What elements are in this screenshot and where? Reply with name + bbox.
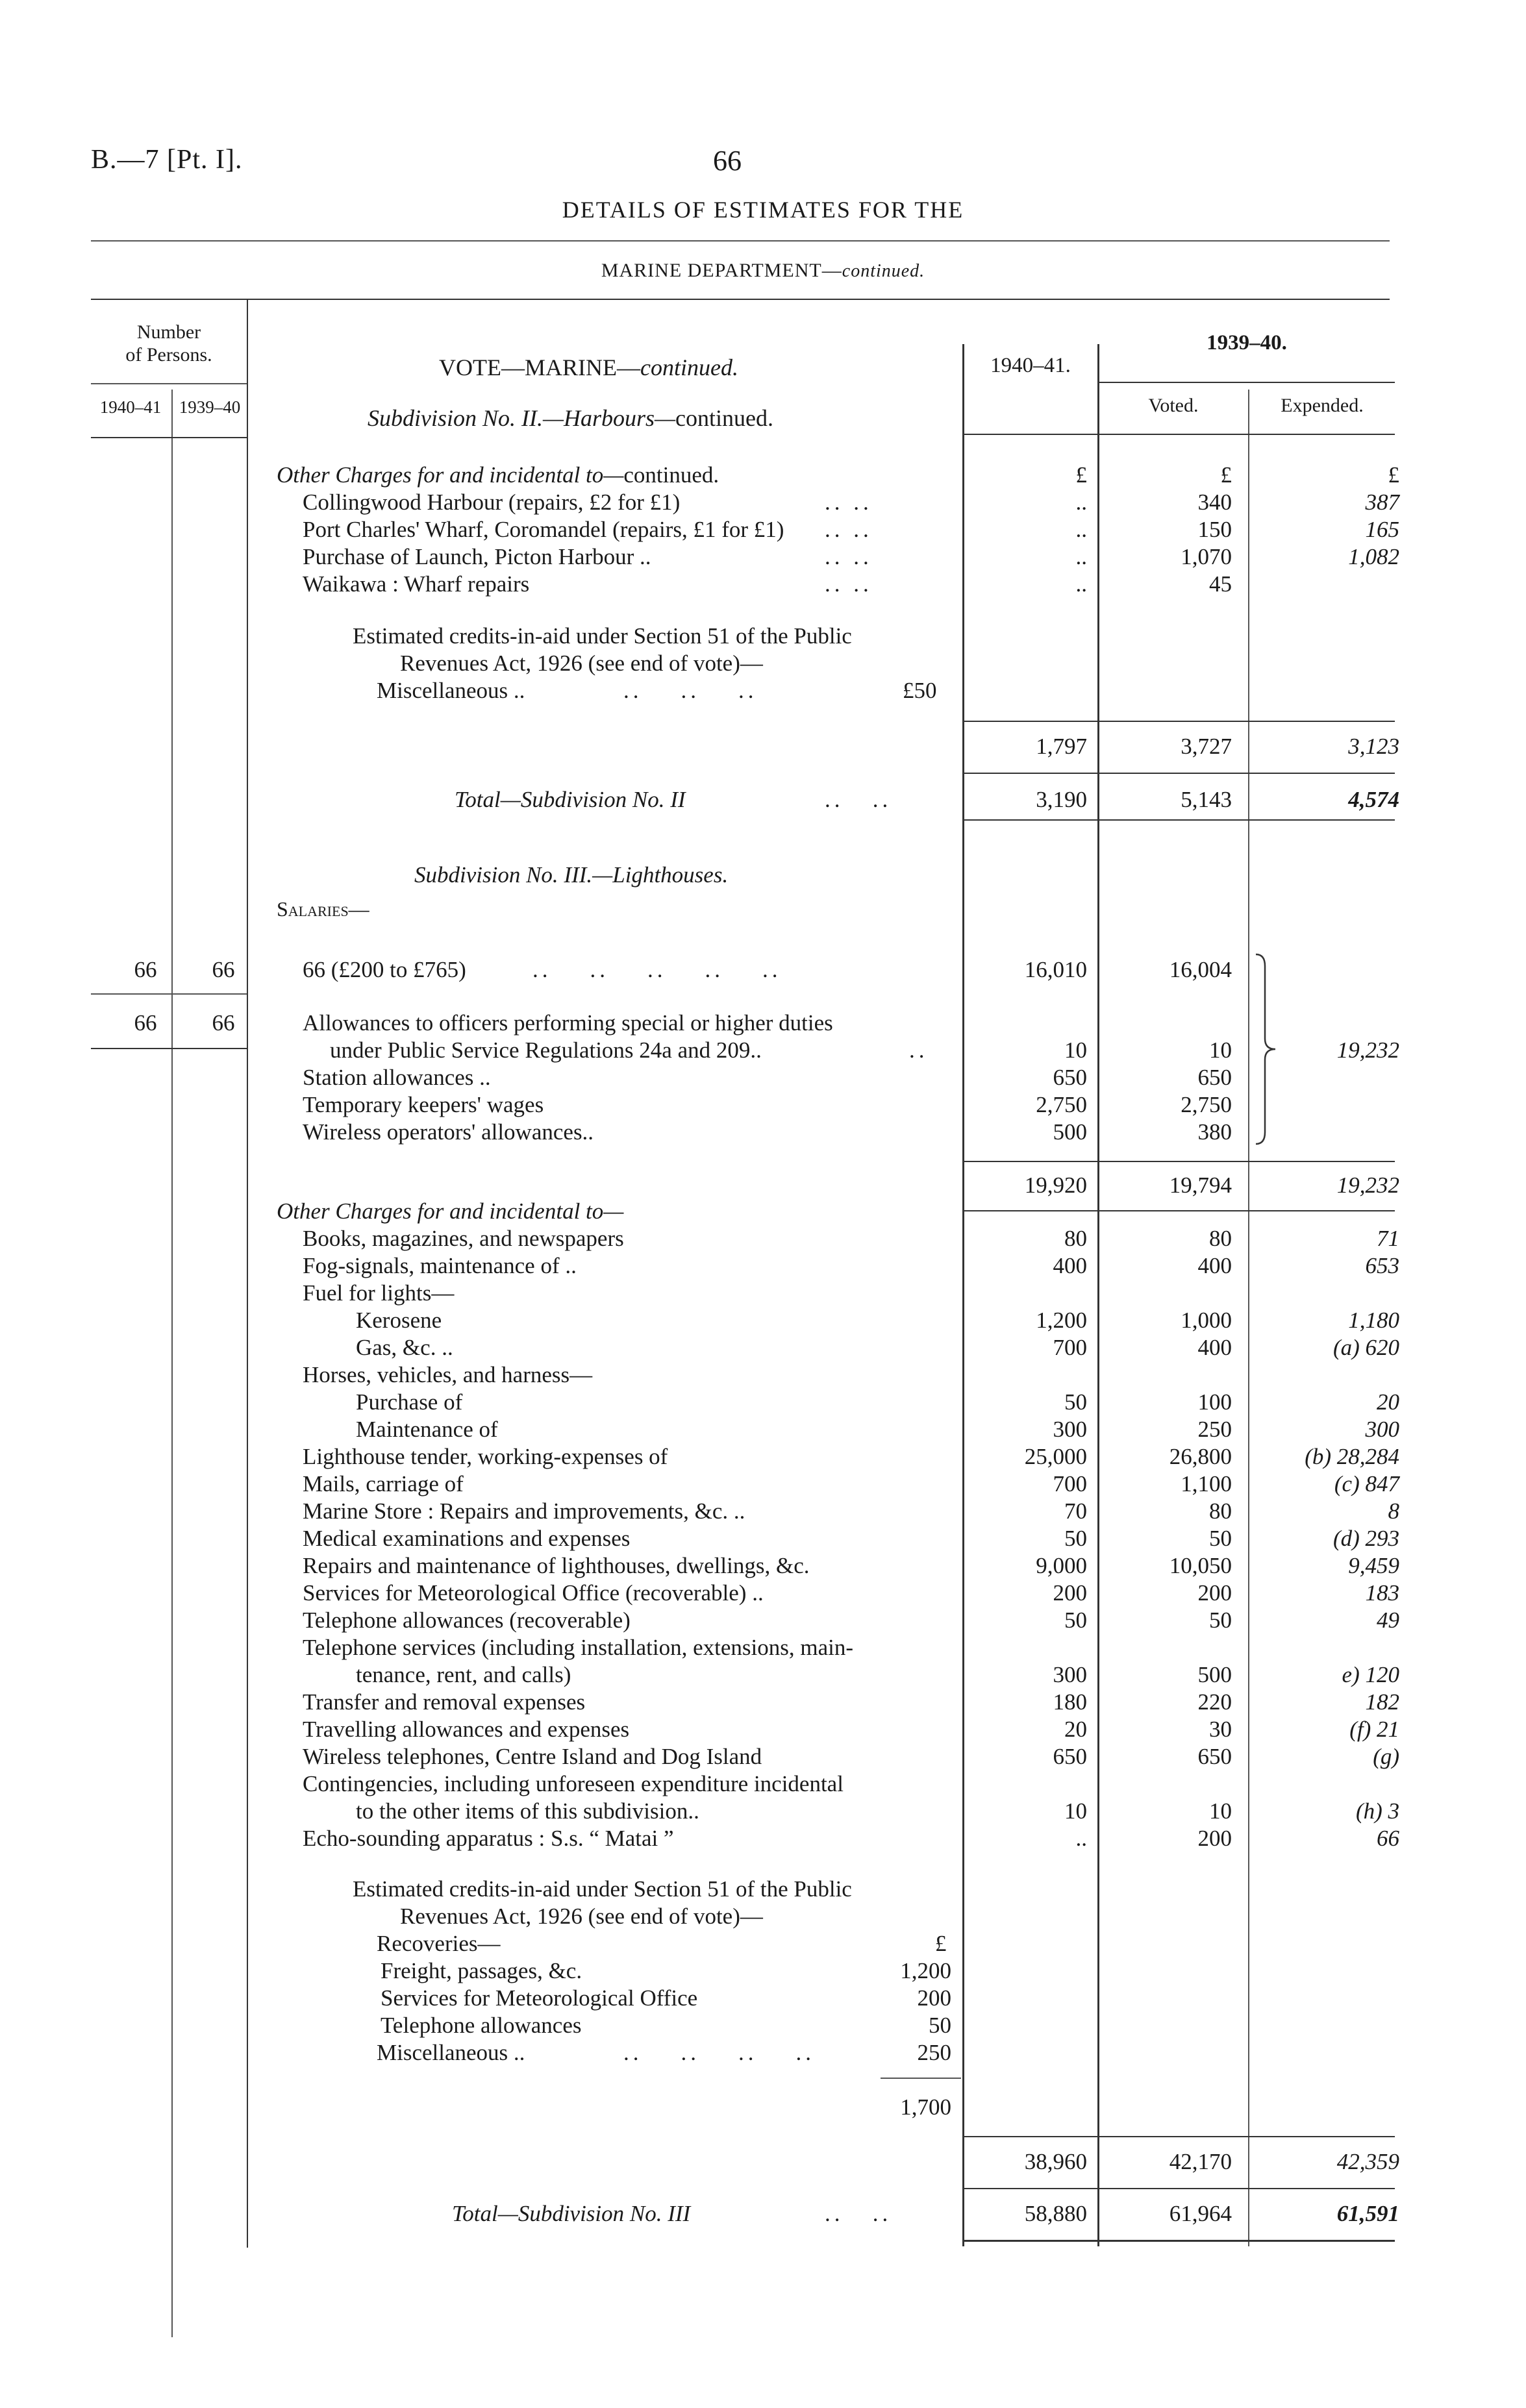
- other-charge-voted: 250: [1197, 1417, 1232, 1442]
- allowances-line-2: under Public Service Regulations 24a and 209..: [330, 1037, 762, 1063]
- other-charge-expended: 183: [1365, 1580, 1399, 1606]
- other-charge-label: Mails, carriage of: [303, 1471, 464, 1496]
- other-charge-expended: 300: [1365, 1417, 1399, 1442]
- sub3-total-label: Total—Subdivision No. III: [452, 2201, 691, 2226]
- allowance-item-voted: 2,750: [1181, 1092, 1232, 1117]
- rule-col-persons: [171, 390, 173, 2337]
- other-charge-1940: 25,000: [1024, 1444, 1087, 1469]
- pound-expended: £: [1388, 462, 1399, 488]
- leader-dots: .. ..: [825, 517, 873, 542]
- sub2-subtotal-1940: 1,797: [1036, 734, 1087, 759]
- salaries-persons-1939: 66: [212, 957, 235, 982]
- other-charge-voted: 30: [1209, 1717, 1232, 1742]
- other-charge-1940: 400: [1053, 1253, 1087, 1278]
- sub3-recoveries-label: Recoveries—: [377, 1931, 501, 1956]
- other-charge-expended: 20: [1377, 1389, 1399, 1415]
- leader-dots: .. ..: [825, 571, 873, 597]
- col-heading-voted: Voted.: [1148, 395, 1199, 416]
- sub2-item-1940: ..: [1075, 544, 1087, 569]
- other-charge-1940: 9,000: [1036, 1553, 1087, 1578]
- sub2-total-voted: 5,143: [1181, 787, 1232, 812]
- other-charge-expended: 71: [1377, 1226, 1399, 1251]
- rule-sub2-total: [964, 773, 1395, 774]
- rule-credits-total: [881, 2078, 961, 2079]
- sub2-item-voted: 1,070: [1181, 544, 1232, 569]
- sub3-other-charges-label: Other Charges for and incidental to—: [277, 1198, 624, 1224]
- pound-voted: £: [1220, 462, 1232, 488]
- subdivision-3-heading: Subdivision No. III.—Lighthouses.: [414, 862, 729, 887]
- sub2-credits-line-2: Revenues Act, 1926 (see end of vote)—: [400, 651, 763, 676]
- rule-bottom: [964, 2240, 1395, 2242]
- other-charge-label: Transfer and removal expenses: [303, 1689, 586, 1715]
- other-charge-label: Maintenance of: [356, 1417, 498, 1442]
- allowance-item-1940: 2,750: [1036, 1092, 1087, 1117]
- allowance-item-voted: 650: [1197, 1065, 1232, 1090]
- sub2-item-label: Collingwood Harbour (repairs, £2 for £1): [303, 490, 681, 515]
- sub2-item-voted: 340: [1197, 490, 1232, 515]
- document-reference: B.—7 [Pt. I].: [91, 145, 243, 175]
- leader-dots: .. ..: [825, 2201, 892, 2226]
- rule-col-expended: [1248, 390, 1249, 2246]
- sub3-subtotal-expended: 42,359: [1336, 2149, 1399, 2174]
- rule-heading-bottom: [964, 434, 1395, 435]
- allowances-1940: 10: [1064, 1037, 1087, 1063]
- other-charge-1940: 200: [1053, 1580, 1087, 1606]
- leader-dots: .. ..: [825, 787, 892, 812]
- rule-sub3-total: [964, 2188, 1395, 2189]
- pound-1940: £: [1075, 462, 1087, 488]
- other-charge-expended: 653: [1365, 1253, 1399, 1278]
- salaries-subtotal-expended: 19,232: [1336, 1173, 1399, 1198]
- salaries-row-label: 66 (£200 to £765): [303, 957, 466, 982]
- other-charge-1940: 10: [1064, 1798, 1087, 1824]
- other-charge-label: Wireless telephones, Centre Island and Dog Island: [303, 1744, 762, 1769]
- sub3-total-expended: 61,591: [1336, 2201, 1399, 2226]
- other-charge-expended: 66: [1377, 1826, 1399, 1851]
- salaries-label: Salaries—: [277, 897, 369, 921]
- rule-top: [91, 299, 1390, 300]
- other-charge-1940: 70: [1064, 1498, 1087, 1524]
- sub2-item-label: Port Charles' Wharf, Coromandel (repairs, £1 for £1): [303, 517, 784, 542]
- other-charge-expended: (a) 620: [1332, 1335, 1399, 1360]
- allowance-item-label: Station allowances ..: [303, 1065, 491, 1090]
- rule-persons-head: [91, 437, 247, 438]
- col-heading-expended: Expended.: [1281, 395, 1364, 416]
- other-charge-label: tenance, rent, and calls): [356, 1662, 571, 1687]
- other-charge-1940: 1,200: [1036, 1308, 1087, 1333]
- sub3-credits-misc-amount: 250: [917, 2040, 951, 2065]
- sub3-credits-line-1: Estimated credits-in-aid under Section 51 of the Public: [353, 1876, 852, 1902]
- other-charge-1940: 50: [1064, 1389, 1087, 1415]
- other-charge-voted: 80: [1209, 1498, 1232, 1524]
- other-charge-voted: 1,100: [1181, 1471, 1232, 1496]
- department-title: MARINE DEPARTMENT—continued.: [601, 260, 925, 281]
- leader-dots: .. .. .. ..: [623, 2040, 815, 2065]
- bracket-total: 19,232: [1336, 1037, 1399, 1063]
- other-charge-label: Books, magazines, and newspapers: [303, 1226, 624, 1251]
- other-charge-label: Purchase of: [356, 1389, 463, 1415]
- other-charge-label: Telephone services (including installation, extensions, main-: [303, 1635, 854, 1660]
- allowances-persons-1940: 66: [134, 1010, 157, 1036]
- other-charge-expended: (g): [1373, 1744, 1399, 1769]
- other-charge-label: Fuel for lights—: [303, 1280, 455, 1306]
- sub2-item-label: Purchase of Launch, Picton Harbour ..: [303, 544, 651, 569]
- other-charge-expended: (b) 28,284: [1305, 1444, 1399, 1469]
- credit-item-label: Freight, passages, &c.: [381, 1958, 582, 1983]
- rule-persons-sub: [91, 383, 247, 384]
- rule-sub3-subtotal: [964, 2136, 1395, 2137]
- other-charge-expended: (h) 3: [1355, 1798, 1399, 1824]
- other-charge-1940: 50: [1064, 1526, 1087, 1551]
- sub2-total-1940: 3,190: [1036, 787, 1087, 812]
- other-charge-voted: 200: [1197, 1580, 1232, 1606]
- salaries-persons-1940: 66: [134, 957, 157, 982]
- rule-salaries-subtotal: [964, 1161, 1395, 1162]
- leader-dots: ..: [909, 1037, 929, 1063]
- other-charge-expended: (d) 293: [1332, 1526, 1399, 1551]
- allowances-persons-1939: 66: [212, 1010, 235, 1036]
- persons-heading: Number of Persons.: [125, 321, 212, 366]
- other-charge-expended: 8: [1388, 1498, 1399, 1524]
- col-heading-1939: 1939–40.: [1207, 331, 1287, 354]
- sub2-credits-misc-amount: £50: [903, 678, 937, 703]
- other-charge-voted: 80: [1209, 1226, 1232, 1251]
- subdivision-2-heading: Subdivision No. II.—Harbours—continued.: [368, 405, 773, 431]
- rule-col-1939: [1097, 344, 1099, 2246]
- allowance-item-1940: 650: [1053, 1065, 1087, 1090]
- rule-col-1940: [962, 344, 964, 2246]
- salaries-voted: 16,004: [1169, 957, 1232, 982]
- sub3-credits-line-2: Revenues Act, 1926 (see end of vote)—: [400, 1904, 763, 1929]
- rule-col-desc: [247, 300, 248, 2248]
- other-charge-expended: e) 120: [1342, 1662, 1399, 1687]
- sub2-item-1940: ..: [1075, 571, 1087, 597]
- other-charge-1940: ..: [1075, 1826, 1087, 1851]
- rule-sub2-total-bottom: [964, 819, 1395, 821]
- leader-dots: .. .. ..: [623, 678, 758, 703]
- other-charge-1940: 180: [1053, 1689, 1087, 1715]
- other-charge-label: Medical examinations and expenses: [303, 1526, 631, 1551]
- other-charge-voted: 400: [1197, 1335, 1232, 1360]
- salaries-1940: 16,010: [1024, 957, 1087, 982]
- rule-sub2-subtotal: [964, 721, 1395, 722]
- other-charge-voted: 650: [1197, 1744, 1232, 1769]
- page-title: DETAILS OF ESTIMATES FOR THE: [562, 197, 964, 223]
- sub3-credits-total: 1,700: [900, 2094, 951, 2120]
- vote-title: VOTE—MARINE—continued.: [439, 354, 738, 380]
- other-charge-label: Services for Meteorological Office (recoverable) ..: [303, 1580, 764, 1606]
- other-charge-expended: 9,459: [1348, 1553, 1399, 1578]
- allowances-voted: 10: [1209, 1037, 1232, 1063]
- other-charge-label: Kerosene: [356, 1308, 442, 1333]
- credit-item-amount: 200: [917, 1985, 951, 2011]
- sub3-total-voted: 61,964: [1169, 2201, 1232, 2226]
- other-charge-voted: 500: [1197, 1662, 1232, 1687]
- col-heading-1940: 1940–41.: [990, 354, 1071, 377]
- credit-item-label: Telephone allowances: [381, 2013, 582, 2038]
- leader-dots: .. ..: [825, 544, 873, 569]
- sub2-item-expended: 387: [1365, 490, 1399, 515]
- sub3-subtotal-1940: 38,960: [1024, 2149, 1087, 2174]
- sub2-other-charges-label: Other Charges for and incidental to—continued.: [277, 462, 719, 488]
- sub2-total-expended: 4,574: [1348, 787, 1399, 812]
- other-charge-label: Marine Store : Repairs and improvements, &c. ..: [303, 1498, 745, 1524]
- credit-item-amount: 1,200: [900, 1958, 951, 1983]
- credit-item-amount: 50: [929, 2013, 951, 2038]
- sub2-item-expended: 1,082: [1348, 544, 1399, 569]
- other-charge-1940: 700: [1053, 1335, 1087, 1360]
- other-charge-label: to the other items of this subdivision..: [356, 1798, 699, 1824]
- allowance-item-voted: 380: [1197, 1119, 1232, 1145]
- other-charge-expended: 1,180: [1348, 1308, 1399, 1333]
- leader-dots: .. .. .. .. ..: [532, 957, 782, 982]
- allowance-item-1940: 500: [1053, 1119, 1087, 1145]
- rule-1939-sub: [1099, 382, 1395, 383]
- credit-item-label: Services for Meteorological Office: [381, 1985, 698, 2011]
- other-charge-1940: 20: [1064, 1717, 1087, 1742]
- other-charge-1940: 50: [1064, 1607, 1087, 1633]
- rule-header: [91, 240, 1390, 242]
- other-charge-expended: 49: [1377, 1607, 1399, 1633]
- other-charge-label: Travelling allowances and expenses: [303, 1717, 630, 1742]
- leader-dots: .. ..: [825, 490, 873, 515]
- persons-year-1940: 1940–41: [99, 397, 162, 417]
- other-charge-1940: 300: [1053, 1662, 1087, 1687]
- other-charge-voted: 220: [1197, 1689, 1232, 1715]
- other-charge-expended: 182: [1365, 1689, 1399, 1715]
- sub2-total-label: Total—Subdivision No. II: [455, 787, 686, 812]
- allowance-item-label: Wireless operators' allowances..: [303, 1119, 594, 1145]
- other-charge-label: Contingencies, including unforeseen expenditure incidental: [303, 1771, 844, 1796]
- other-charge-1940: 80: [1064, 1226, 1087, 1251]
- other-charge-voted: 10,050: [1169, 1553, 1232, 1578]
- other-charge-voted: 26,800: [1169, 1444, 1232, 1469]
- sub2-subtotal-expended: 3,123: [1348, 734, 1399, 759]
- other-charge-expended: (c) 847: [1334, 1471, 1399, 1496]
- sub3-credits-misc: Miscellaneous ..: [377, 2040, 525, 2065]
- other-charge-voted: 10: [1209, 1798, 1232, 1824]
- other-charge-label: Horses, vehicles, and harness—: [303, 1362, 593, 1387]
- persons-year-1939: 1939–40: [179, 397, 241, 417]
- other-charge-voted: 100: [1197, 1389, 1232, 1415]
- sub3-subtotal-voted: 42,170: [1169, 2149, 1232, 2174]
- sub2-item-1940: ..: [1075, 517, 1087, 542]
- other-charge-voted: 400: [1197, 1253, 1232, 1278]
- rule-persons-allowances: [91, 1048, 247, 1049]
- sub2-item-1940: ..: [1075, 490, 1087, 515]
- sub2-subtotal-voted: 3,727: [1181, 734, 1232, 759]
- sub2-credits-line-1: Estimated credits-in-aid under Section 51 of the Public: [353, 623, 852, 649]
- allowance-item-label: Temporary keepers' wages: [303, 1092, 544, 1117]
- other-charge-voted: 50: [1209, 1526, 1232, 1551]
- other-charge-label: Gas, &c. ..: [356, 1335, 453, 1360]
- other-charge-voted: 50: [1209, 1607, 1232, 1633]
- salaries-subtotal-voted: 19,794: [1169, 1173, 1232, 1198]
- rule-other-start: [964, 1210, 1395, 1211]
- other-charge-1940: 700: [1053, 1471, 1087, 1496]
- sub2-item-voted: 45: [1209, 571, 1232, 597]
- sub2-item-voted: 150: [1197, 517, 1232, 542]
- other-charge-label: Repairs and maintenance of lighthouses, dwellings, &c.: [303, 1553, 810, 1578]
- rule-persons-salaries: [91, 993, 247, 995]
- salaries-subtotal-1940: 19,920: [1024, 1173, 1087, 1198]
- sub3-credits-pound: £: [935, 1931, 947, 1956]
- other-charge-1940: 650: [1053, 1744, 1087, 1769]
- other-charge-expended: (f) 21: [1349, 1717, 1399, 1742]
- sub3-total-1940: 58,880: [1024, 2201, 1087, 2226]
- sub2-credits-misc: Miscellaneous ..: [377, 678, 525, 703]
- other-charge-label: Fog-signals, maintenance of ..: [303, 1253, 577, 1278]
- allowances-line-1: Allowances to officers performing special or higher duties: [303, 1010, 833, 1036]
- other-charge-label: Echo-sounding apparatus : S.s. “ Matai ”: [303, 1826, 674, 1851]
- other-charge-voted: 1,000: [1181, 1308, 1232, 1333]
- other-charge-label: Telephone allowances (recoverable): [303, 1607, 631, 1633]
- other-charge-label: Lighthouse tender, working-expenses of: [303, 1444, 668, 1469]
- sub2-item-label: Waikawa : Wharf repairs: [303, 571, 530, 597]
- other-charge-voted: 200: [1197, 1826, 1232, 1851]
- other-charge-1940: 300: [1053, 1417, 1087, 1442]
- page-number: 66: [713, 145, 742, 177]
- sub2-item-expended: 165: [1365, 517, 1399, 542]
